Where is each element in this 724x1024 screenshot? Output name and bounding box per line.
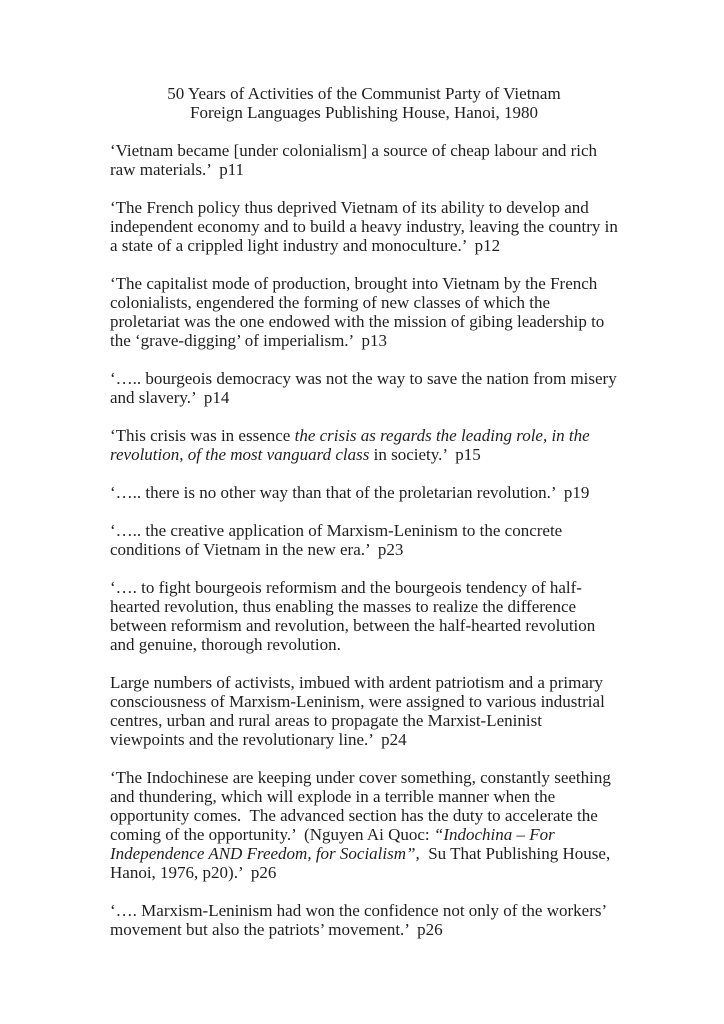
- paragraph: [110, 521, 618, 559]
- text-segment: ‘Vietnam became [under colonialism] a source of cheap labour and rich raw materials.’ p11: [110, 141, 602, 179]
- paragraph: [110, 369, 621, 407]
- paragraph: [110, 768, 618, 882]
- title-line-2: Foreign Languages Publishing House, Hanoi, 1980: [190, 103, 538, 122]
- text-segment: Large numbers of activists, imbued with ardent patriotism and a primary consciousness of Marxism-Leninism, were assigned to various industrial centres, urban and rural areas to propagate the Marxist-Leninist viewpoints and the revolutionary line.’ p24: [110, 673, 610, 749]
- text-segment: ‘The French policy thus deprived Vietnam of its ability to develop and independent economy and to build a heavy industry, leaving the country in a state of a crippled light industry and monoculture.’ p12: [110, 198, 623, 255]
- italic-text-segment: the crisis as regards the leading role, in the revolution, of the most vanguard class: [110, 426, 594, 464]
- paragraph: [110, 673, 618, 749]
- document-title: [110, 84, 618, 122]
- text-segment: ‘…. to fight bourgeois reformism and the bourgeois tendency of half-hearted revolution, thus enabling the masses to realize the difference between reformism and revolution, between the half-hearted revolution and genuine, thorough revolution.: [110, 578, 600, 654]
- text-segment: ‘….. the creative application of Marxism-Leninism to the concrete conditions of Vietnam in the new era.’ p23: [110, 521, 567, 559]
- text-segment: Su That Publishing House, Hanoi, 1976, p20).’ p26: [110, 844, 615, 882]
- text-segment: ‘….. there is no other way than that of the proletarian revolution.’ p19: [110, 483, 590, 502]
- title-line-1: 50 Years of Activities of the Communist Party of Vietnam: [167, 84, 561, 103]
- paragraph: [110, 483, 618, 502]
- text-segment: ‘The Indochinese are keeping under cover something, constantly seething and thundering, which will explode in a terrible manner when the opportunity comes. The advanced section has the duty to accelerate the coming of the opportunity.’ (Nguyen Ai Quoc:: [110, 768, 616, 844]
- text-segment: ‘The capitalist mode of production, brought into Vietnam by the French colonialists, engendered the forming of new classes of which the proletariat was the one endowed with the mission of gibing leadership to the ‘grave-digging’ of imperialism.’ p13: [110, 274, 609, 350]
- text-segment: in society.’ p15: [369, 445, 481, 464]
- paragraph: [110, 141, 618, 179]
- paragraph: [110, 426, 618, 464]
- document-body: [110, 141, 623, 939]
- paragraph: [110, 274, 618, 350]
- text-segment: ‘….. bourgeois democracy was not the way to save the nation from misery and slavery.’ p14: [110, 369, 621, 407]
- paragraph: [110, 198, 623, 255]
- paragraph: [110, 901, 618, 939]
- text-segment: ‘…. Marxism-Leninism had won the confidence not only of the workers’ movement but also the patriots’ movement.’ p26: [110, 901, 611, 939]
- paragraph: [110, 578, 618, 654]
- text-segment: ‘This crisis was in essence: [110, 426, 295, 445]
- italic-text-segment: “Indochina – For Independence AND Freedom, for Socialism”,: [110, 825, 560, 863]
